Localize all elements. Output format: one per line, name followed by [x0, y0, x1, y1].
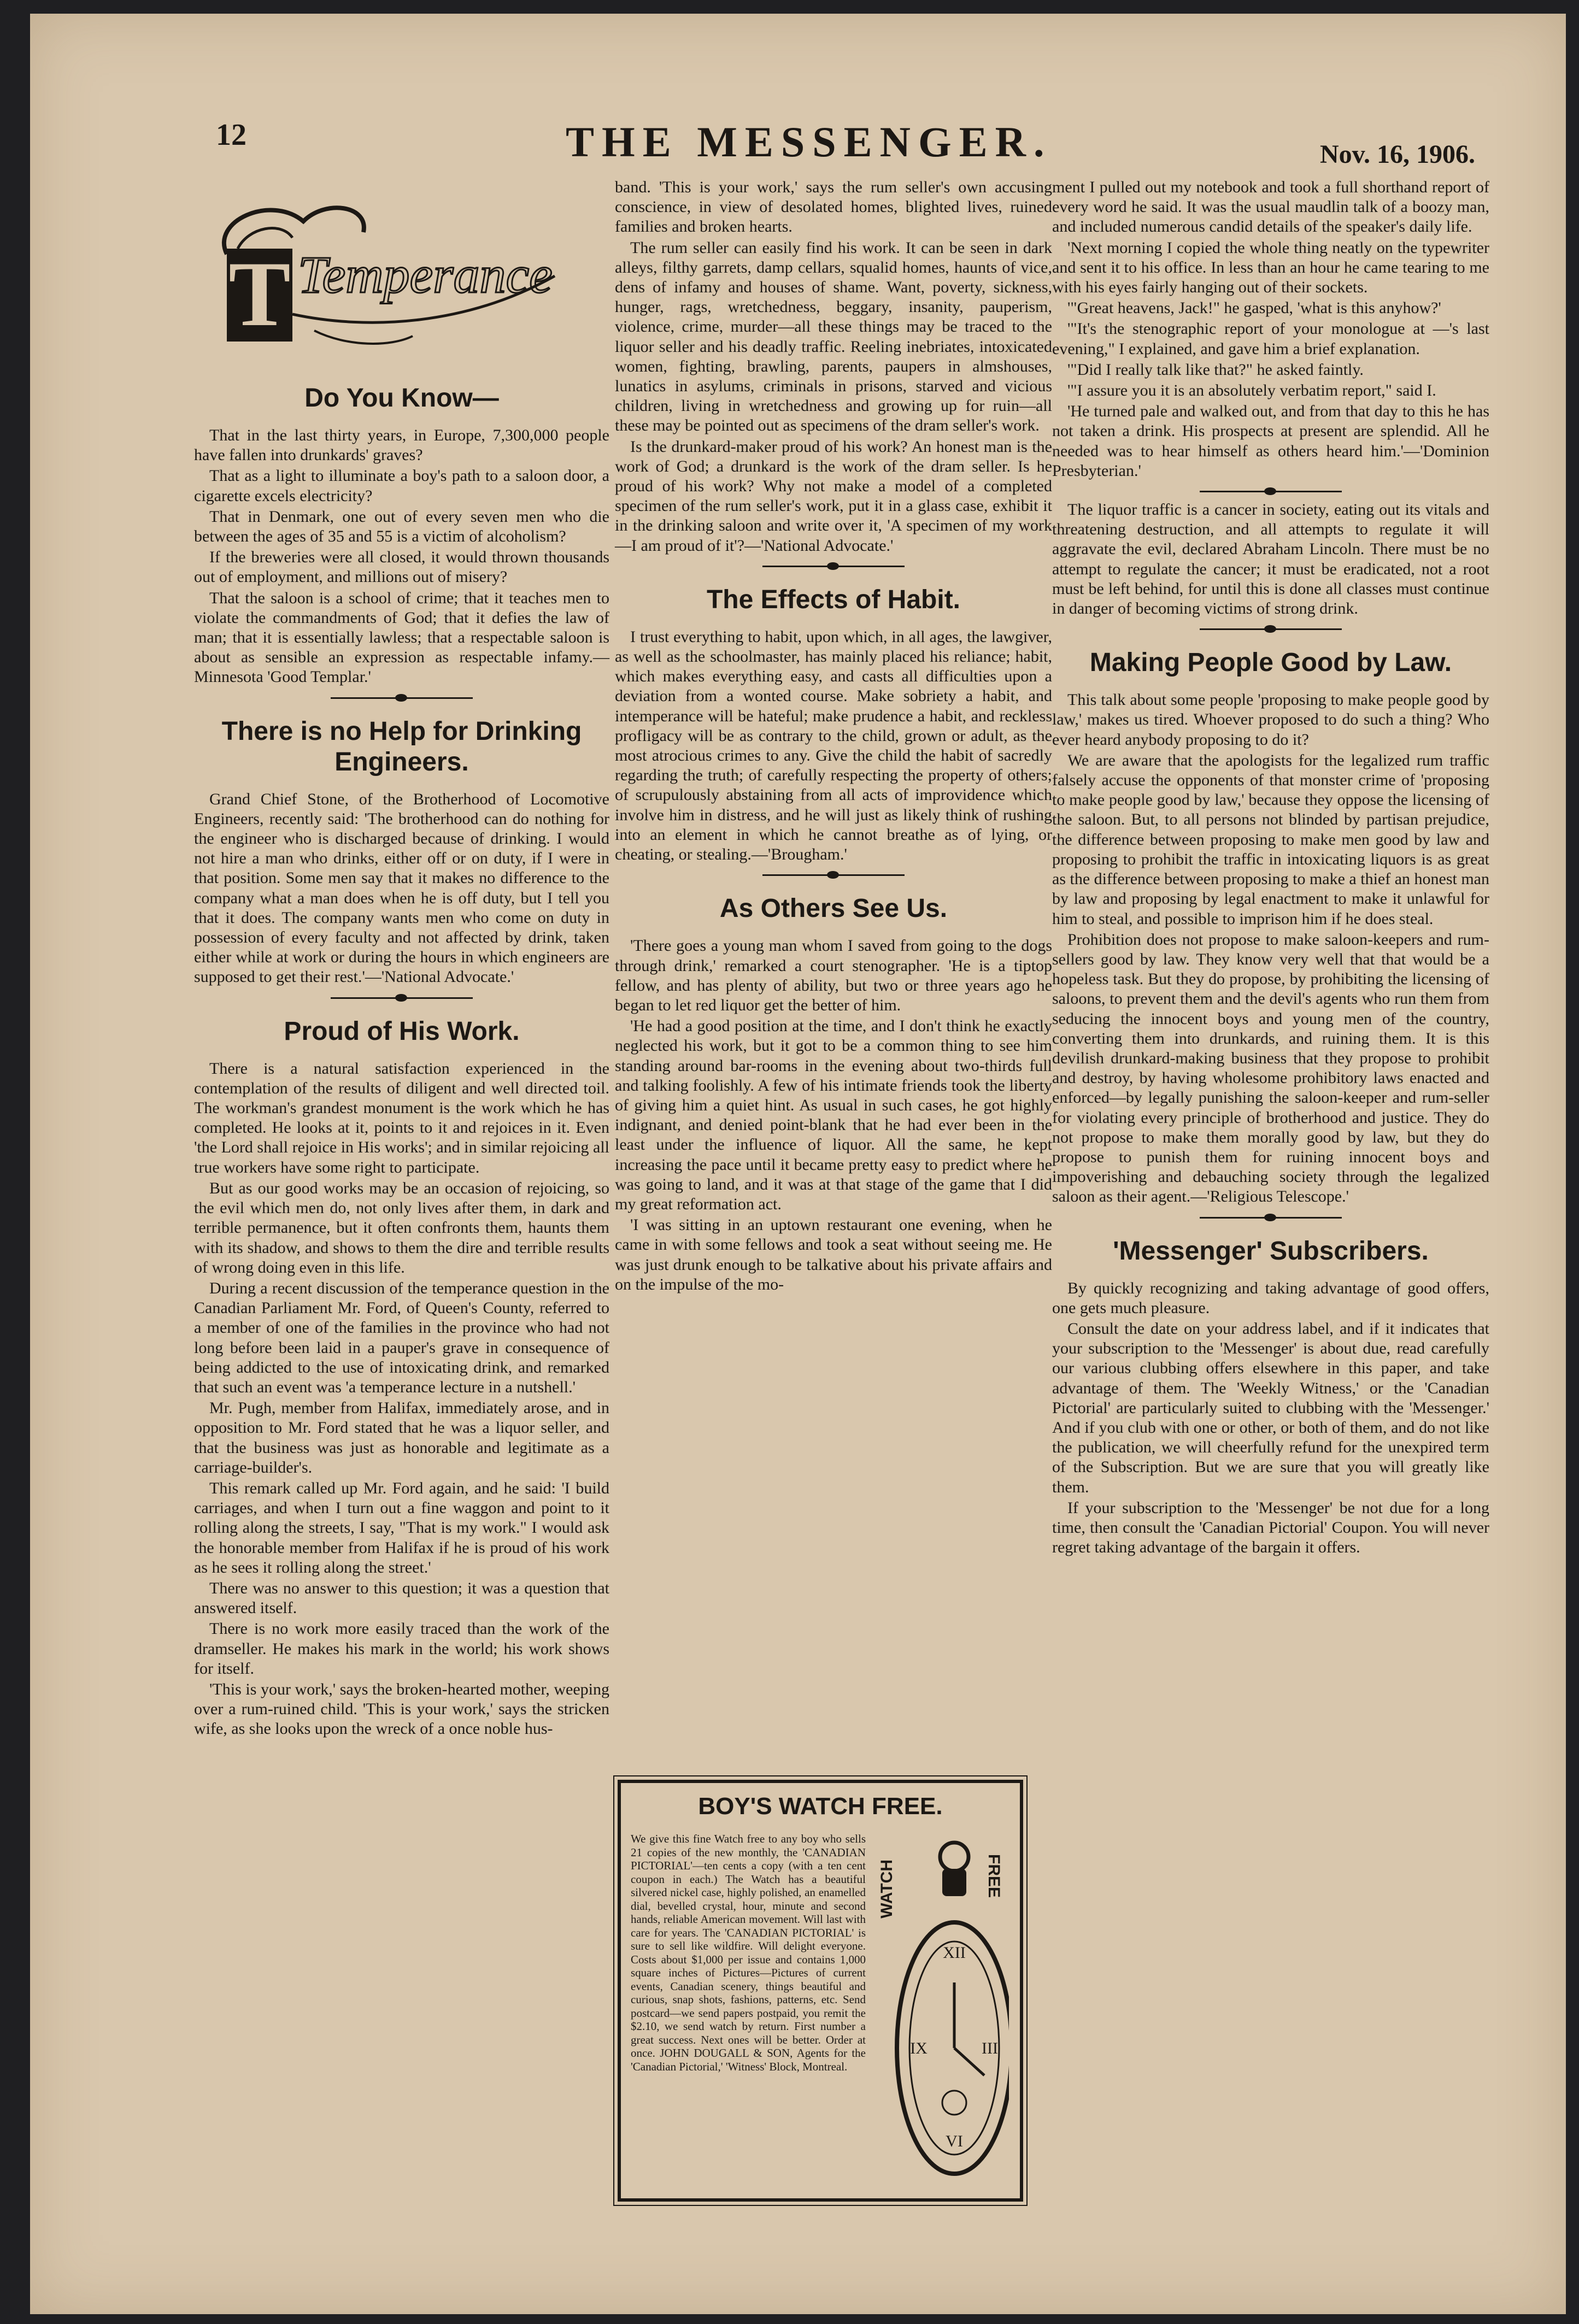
article-title: Proud of His Work.: [284, 1016, 520, 1046]
column-1: [194, 369, 609, 1740]
paragraph: This remark called up Mr. Ford again, and he said: 'I build carriages, and when I turn out a fine waggon and point to it rolling along the streets, I say, "That is my work." I would ask the honorable member from Halifax if he is proud of his work as he sees it rolling along the street.': [194, 1479, 609, 1576]
paragraph: There is a natural satisfaction experienced in the contemplation of the results of diligent and well directed toil. The workman's grandest monument is the work which he has completed. He looks at it, points to it and rejoices in it. Even 'the Lord shall rejoice in His works'; and in similar rejoicing all true workers have some right to participate.: [194, 1059, 609, 1176]
paragraph: Is the drunkard-maker proud of his work? An honest man is the work of God; a drunkard is the work of the dram seller. Is he proud of his work? Why not make a model of a completed specimen of the rum seller's work, put it in a glass case, exhibit it in the drinking saloon and write over it, 'A specimen of my work—I am proud of it'?—'National Advocate.': [615, 437, 1052, 555]
paragraph: '"Did I really talk like that?" he asked faintly.: [1067, 360, 1364, 379]
paragraph: 'This is your work,' says the broken-hearted mother, weeping over a rum-ruined child. 'This is your work,' says the stricken wife, as she looks upon the wreck of a once noble hus-: [194, 1680, 609, 1738]
paragraph: '"Great heavens, Jack!" he gasped, 'what is this anyhow?': [1067, 299, 1441, 317]
svg-text:III: III: [982, 2039, 998, 2057]
paragraph: The rum seller can easily find his work. It can be seen in dark alleys, filthy garrets, damp cellars, squalid homes, haunts of vice, dens of infamy and houses of shame. Want, poverty, sickness, hunger, rags, wretchedness, beggary, insanity, pauperism, violence, crime, murder—all these things may be traced to the liquor seller and his deadly traffic. Reeling inebriates, intoxicated women, fighting, brawling, parents, paupers in almshouses, lunatics in asylums, criminals in prisons, starved and vicious children, living in wretchedness and growing up for ruin—all these may be pointed out as specimens of the dram seller's work.: [615, 238, 1052, 435]
paragraph: 'Next morning I copied the whole thing neatly on the typewriter and sent it to his office. In less than an hour he came tearing to me with his eyes fairly hanging out of their sockets.: [1052, 238, 1489, 297]
paragraph: 'He had a good position at the time, and I don't think he exactly neglected his work, but it got to be a common thing to see him standing around bar-rooms in the evening about two-thirds full and talking foolishly. A few of his intimate friends took the liberty of giving him a quiet hint. As usual in such cases, he got highly indignant, and denied point-blank that he had ever been in the least under the influence of liquor. All the same, he kept increasing the pace until it became pretty easy to predict where he was going to land, and it was at that stage of the game that I did my great reformation act.: [615, 1017, 1052, 1213]
paragraph: But as our good works may be an occasion of rejoicing, so the evil which men do, not only lives after them, in dark and terrible permanence, but it often confronts them, haunts them with its shadow, and shows to them the dire and terrible results of wrong doing even in this life.: [194, 1179, 609, 1276]
paragraph: By quickly recognizing and taking advantage of good offers, one gets much pleasure.: [1052, 1279, 1489, 1317]
paragraph: If the breweries were all closed, it would thrown thousands out of employment, and millions out of misery?: [194, 548, 609, 586]
paragraph: During a recent discussion of the temperance question in the Canadian Parliament Mr. Ford, of Queen's County, referred to a member of one of the families in the province who had not long before been laid in a pauper's grave in consequence of being addicted to the use of intoxicating drink, and remarked that such an event was 'a temperance lecture in a nutshell.': [194, 1279, 609, 1396]
divider-rule: [331, 697, 473, 702]
paragraph: There is no work more easily traced than the work of the dramseller. He makes his mark in the world; his work shows for itself.: [194, 1620, 609, 1678]
article-title: There is no Help for Drinking Engineers.: [221, 716, 582, 776]
paragraph: 'He turned pale and walked out, and from that day to this he has not taken a drink. His prospects at present are splendid. All he needed was to hear himself as others heard him.'—'Dominion Presbyterian.': [1052, 402, 1489, 480]
divider-rule: [1200, 491, 1342, 496]
paragraph: If your subscription to the 'Messenger' be not due for a long time, then consult the 'Canadian Pictorial' Coupon. You will never regret taking advantage of the bargain it offers.: [1052, 1498, 1489, 1557]
paragraph: band. 'This is your work,' says the rum seller's own accusing conscience, in view of desolated homes, blighted lives, ruined families and broken hearts.: [615, 178, 1052, 236]
article-title: Do You Know—: [304, 384, 499, 413]
paragraph: That in the last thirty years, in Europe, 7,300,000 people have fallen into drunkards' graves?: [194, 426, 609, 464]
paragraph: Consult the date on your address label, and if it indicates that your subscription to the 'Messenger' is about due, read carefully our various clubbing offers elsewhere in this paper, and take advantage of them. The 'Weekly Witness,' or the 'Canadian Pictorial' are particularly suited to clubbing with the 'Messenger.' And if you club with one or other, or both of them, and do not like the publication, we will cheerfully refund for the unexpired term of the Subscription. But we are sure that you will greatly like them.: [1052, 1319, 1489, 1496]
ad-side-label: FREE: [985, 1854, 1003, 1898]
divider-rule: [762, 566, 905, 570]
paragraph: '"I assure you it is an absolutely verbatim report," said I.: [1067, 381, 1436, 400]
svg-text:IX: IX: [910, 2039, 928, 2057]
column-3: [1052, 178, 1489, 1558]
paragraph: That the saloon is a school of crime; that it teaches men to violate the commandments of God; that it defies the law of man; that it is essentially lawless; that a respectable saloon is about as sensible an expression as respectable infamy.—Minnesota 'Good Templar.': [194, 589, 609, 686]
issue-date: Nov. 16, 1906.: [1320, 140, 1476, 169]
paragraph: 'There goes a young man whom I saved from going to the dogs through drink,' remarked a court stenographer. 'He is a tiptop fellow, and has plenty of ability, but two or three years ago he began to let red liquor get the better of him.: [615, 937, 1052, 1014]
paragraph: The liquor traffic is a cancer in society, eating out its vitals and threatening destruction, and all attempts to regulate it will aggravate the evil, declared Abraham Lincoln. There must be no attempt to regulate the cancer; it must be eradicated, not a root must be left behind, for until this is done all classes must continue in danger of becoming victims of strong drink.: [1052, 501, 1489, 618]
column-2: [615, 178, 1052, 1296]
svg-text:T: T: [228, 243, 291, 345]
masthead: THE MESSENGER.: [566, 118, 1052, 166]
paragraph: '"It's the stenographic report of your monologue at —'s last evening," I explained, and gave him a brief explanation.: [1052, 320, 1489, 358]
article-title: Making People Good by Law.: [1089, 648, 1452, 678]
paragraph: ment I pulled out my notebook and took a full shorthand report of every word he said. It was the usual maudlin talk of a boozy man, and included numerous candid details of the speaker's daily life.: [1052, 178, 1489, 236]
page-number: 12: [216, 118, 246, 152]
divider-rule: [762, 874, 905, 879]
paragraph: Grand Chief Stone, of the Brotherhood of Locomotive Engineers, recently said: 'The brotherhood can do nothing for the engineer who is discharged because of drinking. I would not hire a man who drinks, either off or on duty, if I were in that position. Some men say that it makes no difference to the company what a man does when he is off duty, but I tell you that it does. The company wants men who come on duty in possession of every faculty and not affected by drink, taken either while at work or during the hours in which engineers are supposed to get their rest.'—'National Advocate.': [194, 790, 609, 986]
paragraph: 'I was sitting in an uptown restaurant one evening, when he came in with some fellows and took a seat without seeing me. He was just drunk enough to be talkative about his private affairs and on the impulse of the mo-: [615, 1216, 1052, 1293]
paragraph: That in Denmark, one out of every seven men who die between the ages of 35 and 55 is a victim of alcoholism?: [194, 507, 609, 546]
paragraph: There was no answer to this question; it was a question that answered itself.: [194, 1579, 609, 1617]
watch-advertisement: [618, 1780, 1023, 2202]
svg-text:VI: VI: [946, 2132, 963, 2150]
article-title: As Others See Us.: [719, 894, 948, 923]
ad-text: We give this fine Watch free to any boy who sells 21 copies of the new monthly, the 'CANADIAN PICTORIAL'—ten cents a copy (with a ten cent coupon in each.) The Watch has a beautiful silvered nickel case, highly polished, an enamelled dial, bevelled crystal, hour, minute and second hands, reliable American movement. Will last with care for years. The 'CANADIAN PICTORIAL' is sure to sell like wildfire. Will delight everyone. Costs about $1,000 per issue and contains 1,000 square inches of Pictures—Pictures of current events, Canadian scenery, things beautiful and curious, snap shots, fashions, patterns, etc. Send postcard—we send papers postpaid, you remit the $2.10, we send watch by return. First number a great success. Next ones will be better. Order at once. JOHN DOUGALL & SON, Agents for the 'Canadian Pictorial,' 'Witness' Block, Montreal.: [631, 1832, 866, 2073]
ad-title: BOY'S WATCH FREE.: [698, 1793, 943, 1820]
ad-side-label: WATCH: [878, 1860, 896, 1919]
paragraph: I trust everything to habit, upon which, in all ages, the lawgiver, as well as the schoolmaster, has mainly placed his reliance; habit, which makes everything easy, and casts all difficulties upon a deviation from a wonted course. Make sobriety a habit, and intemperance will be hateful; make prudence a habit, and reckless profligacy will be as contrary to the child, grown or adult, as the most atrocious crimes to any. Give the child the habit of sacredly regarding the truth; of carefully respecting the property of others; of scrupulously abstaining from all acts of improvidence which involve him in distress, and he will just as likely think of rushing into an element in which he cannot breathe as of lying, or cheating, or stealing.—'Brougham.': [615, 627, 1052, 864]
paragraph: Mr. Pugh, member from Halifax, immediately arose, and in opposition to Mr. Ford stated that he was a liquor seller, and that the business was just as honorable and legitimate as a carriage-builder's.: [194, 1399, 609, 1476]
divider-rule: [331, 997, 473, 1002]
paragraph: That as a light to illuminate a boy's path to a saloon door, a cigarette excels electricity?: [194, 467, 609, 505]
divider-rule: [1200, 1217, 1342, 1222]
temperance-logo: [205, 189, 588, 358]
paragraph: Prohibition does not propose to make saloon-keepers and rum-sellers good by law. They know very well that that would be a hopeless task. But they do propose, by prohibiting the licensing of saloons, to prevent them and the devil's agents who run them from seducing the innocent boys and young men of the country, converting them into drunkards, and ruining them. It is this devilish drunkard-making business that they propose to prohibit and destroy, by having wholesome prohibitory laws enacted and enforced—by legally punishing the saloon-keeper and rum-seller for violating every principle of brotherhood and justice. They do not propose to make them morally good by law, but they do propose to punish them for ruining innocent boys and impoverishing and debauching society through the legalized saloon as their agent.—'Religious Telescope.': [1052, 930, 1489, 1206]
article-title: 'Messenger' Subscribers.: [1113, 1236, 1429, 1266]
newspaper-page: [30, 14, 1566, 2314]
paragraph: This talk about some people 'proposing to make people good by law,' makes us tired. Whoever proposed to do such a thing? Who ever heard anybody proposing to do it?: [1052, 691, 1489, 749]
svg-text:XII: XII: [943, 1944, 966, 1962]
temperance-logo-text: Temperance: [298, 245, 553, 304]
article-title: The Effects of Habit.: [706, 585, 961, 614]
paragraph: We are aware that the apologists for the legalized rum traffic falsely accuse the opponents of that monster crime of 'proposing to make people good by law,' because they oppose the licensing of the saloon. But, to all persons not blinded by partisan prejudice, the difference between proposing to make men good by law and proposing to prohibit the traffic in intoxicating liquors is as great as the difference between proposing to make a thief an honest man by law and proposing by legal enactment to make it unlawful for him to steal, and possible to imprison him if he does steal.: [1052, 751, 1489, 928]
divider-rule: [1200, 628, 1342, 633]
